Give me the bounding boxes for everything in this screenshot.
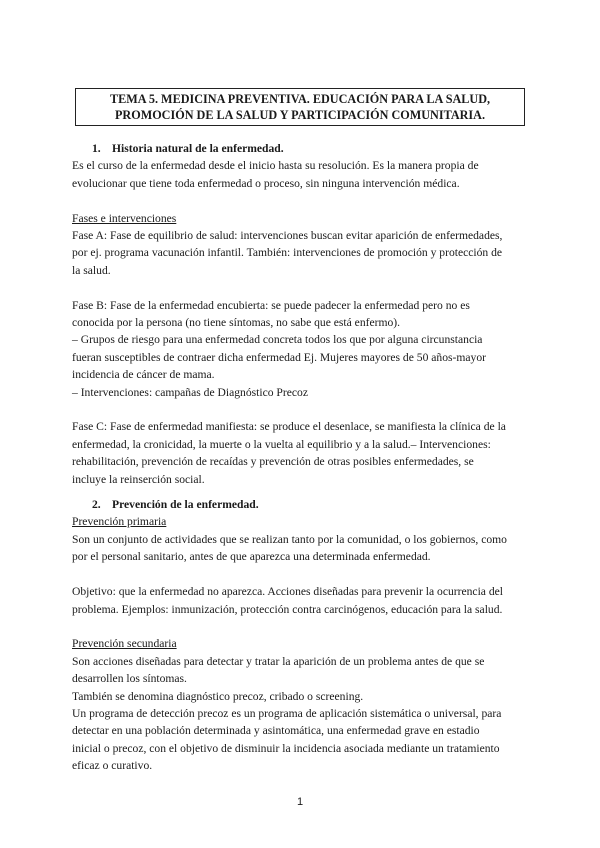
title-line-1: TEMA 5. MEDICINA PREVENTIVA. EDUCACIÓN PARA LA SALUD, [109, 92, 491, 106]
subheading-fases: Fases e intervenciones [72, 211, 177, 225]
paragraph-line: detectar en una población determinada y asintomática, una enfermedad grave en estadio [72, 724, 480, 738]
subheading-prevencion-primaria: Prevención primaria [72, 515, 167, 529]
paragraph-line: Fase A: Fase de equilibrio de salud: intervenciones buscan evitar aparición de enfermedades, [72, 229, 503, 243]
section-2-number: 2. [92, 498, 101, 512]
paragraph-line: desarrollen los síntomas. [72, 672, 187, 686]
subheading-prevencion-secundaria: Prevención secundaria [72, 637, 177, 651]
section-2-title: Prevención de la enfermedad. [112, 498, 259, 512]
paragraph-line: Fase C: Fase de enfermedad manifiesta: se produce el desenlace, se manifiesta la clínica de la [72, 420, 506, 434]
paragraph-line: evolucionar que tiene toda enfermedad o proceso, sin ninguna intervención médica. [72, 176, 460, 190]
section-1-number: 1. [92, 142, 101, 155]
paragraph-line: – Intervenciones: campañas de Diagnóstico Precoz [72, 385, 308, 399]
paragraph-line: Un programa de detección precoz es un programa de aplicación sistemática o universal, para [72, 706, 502, 720]
paragraph-line: incidencia de cáncer de mama. [72, 368, 215, 382]
paragraph-line: la salud. [72, 263, 111, 277]
paragraph-line: También se denomina diagnóstico precoz, cribado o screening. [72, 689, 364, 703]
title-line-2: PROMOCIÓN DE LA SALUD Y PARTICIPACIÓN COMUNITARIA. [114, 108, 486, 122]
paragraph-line: por el personal sanitario, antes de que aparezca una determinada enfermedad. [72, 550, 431, 564]
paragraph-line: problema. Ejemplos: inmunización, protección contra carcinógenos, educación para la salud. [72, 602, 503, 616]
paragraph-line: inicial o precoz, con el objetivo de disminuir la incidencia asociada mediante un tratamiento [72, 741, 500, 755]
paragraph-line: – Grupos de riesgo para una enfermedad concreta todos los que por alguna circunstancia [72, 333, 483, 347]
paragraph-line: Fase B: Fase de la enfermedad encubierta: se puede padecer la enfermedad pero no es [72, 298, 470, 312]
paragraph-line: rehabilitación, prevención de recaídas y prevención de otras posibles enfermedades, se [72, 455, 474, 469]
document-body [72, 140, 534, 775]
paragraph-line: por ej. programa vacunación infantil. También: intervenciones de promoción y protección de [72, 246, 503, 260]
paragraph-line: conocida por la persona (no tiene síntomas, no sabe que está enfermo). [72, 316, 401, 330]
page-number: 1 [296, 796, 304, 808]
paragraph-line: Son un conjunto de actividades que se realizan tanto por la comunidad, o los gobiernos, como [72, 532, 507, 546]
section-1-title: Historia natural de la enfermedad. [112, 142, 284, 155]
title-box [75, 88, 525, 126]
paragraph-line: incluye la reinserción social. [72, 472, 205, 486]
paragraph-line: eficaz o curativo. [72, 759, 153, 773]
paragraph-line: Es el curso de la enfermedad desde el inicio hasta su resolución. Es la manera propia de [72, 159, 479, 173]
section-1-heading [72, 140, 534, 157]
section-2-heading [72, 496, 534, 513]
paragraph-line: Son acciones diseñadas para detectar y tratar la aparición de un problema antes de que se [72, 654, 485, 668]
paragraph-line: Objetivo: que la enfermedad no aparezca. Acciones diseñadas para prevenir la ocurrencia del [72, 585, 504, 599]
paragraph-line: fueran susceptibles de contraer dicha enfermedad Ej. Mujeres mayores de 50 años-mayor [72, 350, 486, 364]
paragraph-line: enfermedad, la cronicidad, la muerte o la vuelta al equilibrio y a la salud.– Intervenciones: [72, 437, 491, 451]
